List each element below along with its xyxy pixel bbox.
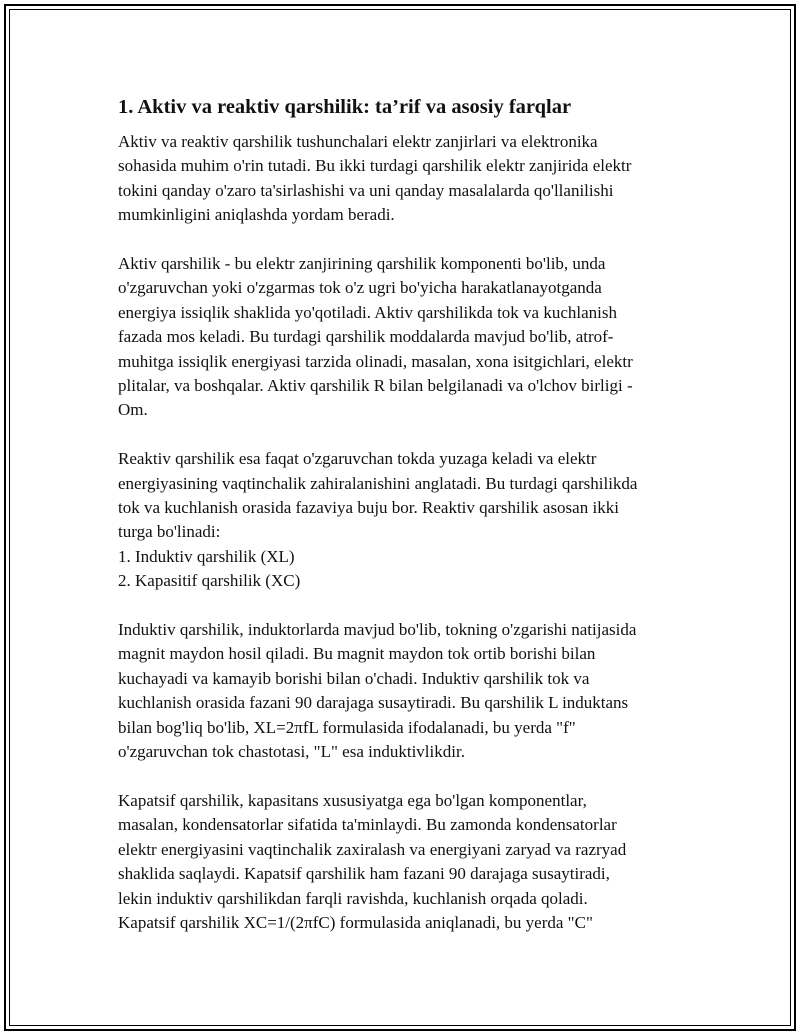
text-line: shaklida saqlaydi. Kapatsif qarshilik ham fazani 90 darajaga susaytiradi, bbox=[118, 864, 610, 884]
text-line: lekin induktiv qarshilikdan farqli ravishda, kuchlanish orqada qoladi. bbox=[118, 888, 588, 908]
paragraph-active-resistance bbox=[118, 252, 690, 423]
document-body bbox=[118, 94, 690, 960]
text-line: fazada mos keladi. Bu turdagi qarshilik moddalarda mavjud bo'lib, atrof- bbox=[118, 327, 614, 347]
text-line: Reaktiv qarshilik esa faqat o'zgaruvchan tokda yuzaga keladi va elektr bbox=[118, 449, 597, 469]
text-line: masalan, kondensatorlar sifatida ta'minlaydi. Bu zamonda kondensatorlar bbox=[118, 815, 617, 835]
paragraph-capacitive-resistance bbox=[118, 789, 690, 935]
paragraph-reactive-resistance bbox=[118, 447, 690, 593]
text-line: energiyasining vaqtinchalik zahiralanishini anglatadi. Bu turdagi qarshilikda bbox=[118, 473, 638, 493]
paragraph-intro bbox=[118, 130, 690, 228]
text-line: plitalar, va boshqalar. Aktiv qarshilik R bilan belgilanadi va o'lchov birligi - bbox=[118, 376, 633, 396]
text-line: sohasida muhim o'rin tutadi. Bu ikki turdagi qarshilik elektr zanjirida elektr bbox=[118, 156, 632, 176]
list-item: 2. Kapasitif qarshilik (XC) bbox=[118, 571, 301, 591]
section-heading: 1. Aktiv va reaktiv qarshilik: ta’rif va asosiy farqlar bbox=[118, 96, 572, 118]
text-line: kuchayadi va kamayib borishi bilan o'chadi. Induktiv qarshilik tok va bbox=[118, 668, 590, 688]
text-line: Aktiv va reaktiv qarshilik tushunchalari elektr zanjirlari va elektronika bbox=[118, 132, 598, 151]
text-line: energiya issiqlik shaklida yo'qotiladi. Aktiv qarshilikda tok va kuchlanish bbox=[118, 302, 617, 322]
text-line: turga bo'linadi: bbox=[118, 522, 221, 542]
text-line: bilan bog'liq bo'lib, XL=2πfL formulasida ifodalanadi, bu yerda "f" bbox=[118, 717, 576, 737]
text-line: Aktiv qarshilik - bu elektr zanjirining qarshilik komponenti bo'lib, unda bbox=[118, 254, 606, 274]
text-line: o'zgaruvchan tok chastotasi, "L" esa induktivlikdir. bbox=[118, 742, 465, 762]
text-line: Om. bbox=[118, 400, 148, 420]
paragraph-inductive-resistance bbox=[118, 618, 690, 764]
text-line: mumkinligini aniqlashda yordam beradi. bbox=[118, 205, 395, 225]
text-line: Induktiv qarshilik, induktorlarda mavjud bo'lib, tokning o'zgarishi natijasida bbox=[118, 620, 637, 640]
text-line: muhitga issiqlik energiyasi tarzida olinadi, masalan, xona isitgichlari, elektr bbox=[118, 351, 633, 371]
text-line: elektr energiyasini vaqtinchalik zaxiralash va energiyani zaryad va razryad bbox=[118, 839, 627, 859]
text-line: magnit maydon hosil qiladi. Bu magnit maydon tok ortib borishi bilan bbox=[118, 644, 596, 664]
text-line: tok va kuchlanish orasida fazaviya buju bor. Reaktiv qarshilik asosan ikki bbox=[118, 498, 619, 518]
text-line: Kapatsif qarshilik, kapasitans xususiyatga ega bo'lgan komponentlar, bbox=[118, 790, 587, 810]
text-line: Kapatsif qarshilik XC=1/(2πfC) formulasida aniqlanadi, bu yerda "C" bbox=[118, 912, 593, 932]
text-line: kuchlanish orasida fazani 90 darajaga susaytiradi. Bu qarshilik L induktans bbox=[118, 693, 629, 713]
text-line: o'zgaruvchan yoki o'zgarmas tok o'z ugri bo'yicha harakatlanayotganda bbox=[118, 278, 602, 298]
text-line: tokini qanday o'zaro ta'sirlashishi va uni qanday masalalarda qo'llanilishi bbox=[118, 180, 614, 200]
list-item: 1. Induktiv qarshilik (XL) bbox=[118, 546, 295, 566]
